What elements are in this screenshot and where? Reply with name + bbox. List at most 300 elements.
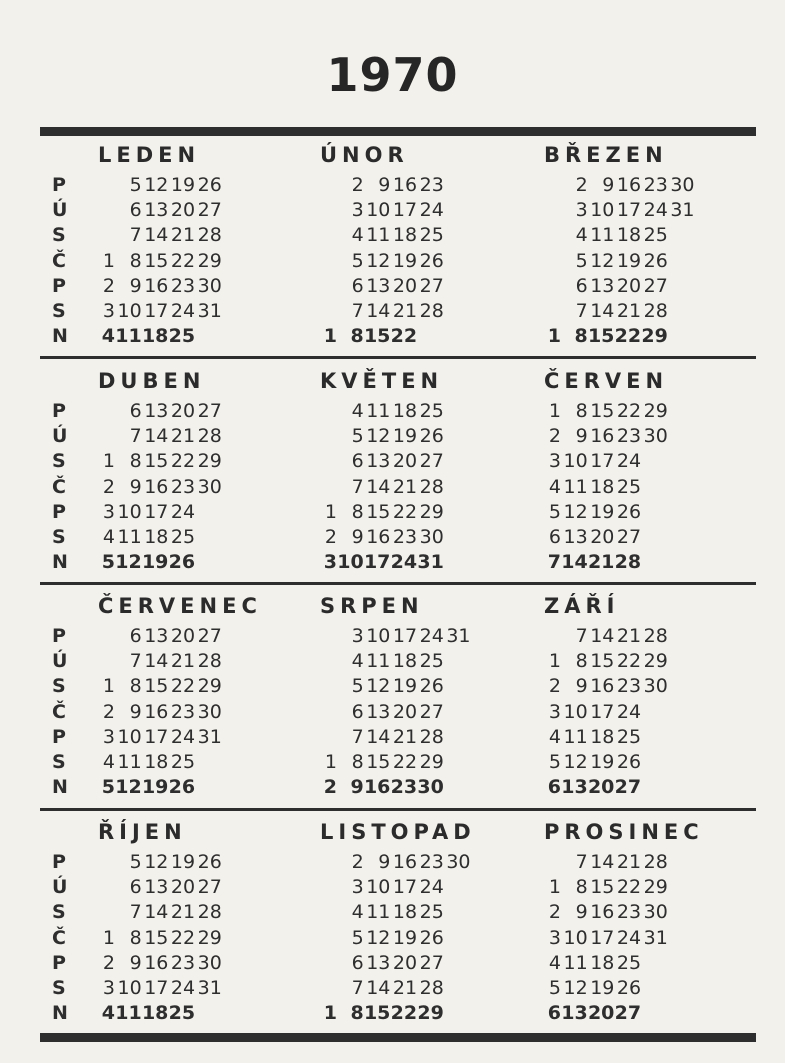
day-number: 11: [563, 725, 588, 748]
day-number: 31: [197, 976, 222, 999]
day-number: 9: [378, 851, 391, 873]
day-number: 17: [392, 199, 418, 222]
day-number: 1: [102, 926, 115, 949]
day-number: 8: [129, 926, 142, 949]
day-number: 10: [563, 926, 588, 949]
sunday-row: [531, 324, 721, 349]
weekday-letter: P: [52, 274, 66, 297]
day-number: 27: [614, 776, 642, 799]
month-title: DUBEN: [98, 369, 206, 393]
sunday-row: [531, 775, 721, 800]
weekday-row: [307, 449, 497, 474]
day-number: 15: [587, 325, 615, 348]
day-number: 3: [548, 926, 561, 949]
day-number: 12: [563, 750, 588, 773]
weekday-row: [85, 249, 275, 274]
day-number: 25: [616, 475, 642, 498]
day-number: 28: [643, 299, 668, 322]
weekday-column: [52, 624, 76, 800]
day-number: 2: [102, 475, 115, 498]
day-number: 26: [419, 926, 444, 949]
weekday-row: [85, 624, 275, 649]
day-number: 29: [641, 325, 668, 348]
month-title: ÚNOR: [320, 143, 409, 167]
weekday-row: [531, 198, 721, 223]
day-number: 20: [587, 776, 615, 799]
day-number: 12: [366, 926, 391, 949]
day-number: 19: [616, 249, 642, 272]
day-number: 16: [366, 525, 391, 548]
day-number: 18: [144, 750, 169, 773]
weekday-row: [307, 249, 497, 274]
day-number: 1: [548, 876, 561, 899]
month-title: ZÁŘÍ: [544, 594, 620, 618]
weekday-letter: Č: [52, 700, 66, 723]
day-number: 30: [446, 851, 471, 873]
day-number: 20: [392, 951, 418, 974]
day-number: 24: [616, 700, 642, 723]
weekday-letter: S: [52, 300, 66, 323]
day-number: 20: [170, 876, 196, 899]
day-number: 1: [102, 675, 115, 698]
day-number: 17: [590, 450, 615, 473]
day-number: 29: [419, 750, 444, 773]
weekday-row: [307, 624, 497, 649]
day-number: 23: [392, 525, 418, 548]
day-number: 7: [129, 901, 142, 924]
day-number: 20: [392, 450, 418, 473]
day-number: 31: [643, 926, 668, 949]
day-number: 11: [115, 325, 142, 348]
day-number: 30: [643, 901, 668, 924]
day-number: 5: [351, 249, 364, 272]
month-title: LISTOPAD: [320, 820, 476, 844]
weekday-letter: S: [52, 901, 66, 924]
day-number: 5: [548, 750, 561, 773]
day-number: 23: [616, 675, 642, 698]
day-number: 31: [446, 625, 471, 647]
day-number: 24: [390, 551, 418, 574]
month-grid: [85, 850, 275, 1026]
day-number: 25: [643, 224, 668, 247]
day-number: 17: [392, 625, 418, 647]
day-number: 28: [419, 475, 444, 498]
sunday-row: [307, 775, 497, 800]
weekday-row: [531, 750, 721, 775]
sunday-row: [85, 775, 275, 800]
day-number: 29: [197, 675, 222, 698]
sunday-row: [85, 1001, 275, 1026]
sunday-row: [531, 550, 721, 575]
day-number: 19: [590, 500, 615, 523]
day-number: 21: [616, 299, 642, 322]
day-number: 11: [366, 901, 391, 924]
day-number: 6: [548, 525, 561, 548]
weekday-row: [531, 649, 721, 674]
day-number: 10: [117, 500, 142, 523]
day-number: 22: [390, 325, 418, 348]
day-number: 3: [102, 976, 115, 999]
day-number: 16: [590, 425, 615, 448]
weekday-row: [531, 249, 721, 274]
day-number: 14: [144, 901, 169, 924]
weekday-row: [531, 424, 721, 449]
day-number: 30: [670, 174, 695, 196]
day-number: 30: [643, 425, 668, 448]
day-number: 10: [117, 976, 142, 999]
day-number: 1: [548, 400, 561, 422]
day-number: 28: [197, 650, 222, 673]
weekday-letter: P: [52, 951, 66, 974]
day-number: 4: [101, 1002, 115, 1025]
day-number: 15: [363, 325, 391, 348]
day-number: 10: [366, 199, 391, 222]
day-number: 27: [616, 525, 642, 548]
day-number: 19: [141, 551, 169, 574]
weekday-row: [531, 299, 721, 324]
weekday-letter: N: [52, 776, 68, 799]
day-number: 26: [419, 249, 444, 272]
day-number: 12: [590, 249, 615, 272]
weekday-letter: S: [52, 751, 66, 774]
weekday-row: [307, 299, 497, 324]
day-number: 1: [324, 750, 337, 773]
day-number: 30: [197, 951, 222, 974]
day-number: 11: [366, 400, 391, 422]
weekday-row: [307, 700, 497, 725]
day-number: 1: [102, 450, 115, 473]
weekday-row: [531, 875, 721, 900]
day-number: 19: [590, 750, 615, 773]
weekday-row: [85, 449, 275, 474]
day-number: 14: [144, 224, 169, 247]
day-number: 23: [419, 174, 444, 196]
day-number: 15: [144, 675, 169, 698]
day-number: 27: [197, 400, 222, 422]
day-number: 22: [170, 926, 196, 949]
day-number: 16: [144, 274, 169, 297]
day-number: 13: [366, 951, 391, 974]
day-number: 26: [616, 500, 642, 523]
day-number: 5: [129, 851, 142, 873]
weekday-row: [307, 424, 497, 449]
day-number: 2: [102, 951, 115, 974]
sunday-row: [307, 324, 497, 349]
month-grid: [307, 624, 497, 800]
day-number: 8: [350, 1002, 364, 1025]
day-number: 1: [547, 325, 561, 348]
day-number: 13: [144, 876, 169, 899]
weekday-row: [307, 173, 497, 198]
weekday-letter: S: [52, 450, 66, 473]
day-number: 19: [392, 425, 418, 448]
day-number: 4: [548, 475, 561, 498]
day-number: 14: [590, 851, 615, 873]
day-number: 2: [548, 901, 561, 924]
day-number: 18: [590, 475, 615, 498]
day-number: 3: [351, 625, 364, 647]
day-number: 17: [392, 876, 418, 899]
weekday-row: [85, 223, 275, 248]
day-number: 9: [575, 901, 588, 924]
day-number: 5: [575, 249, 588, 272]
day-number: 26: [168, 551, 196, 574]
day-number: 23: [643, 174, 668, 196]
month-title: KVĚTEN: [320, 369, 444, 393]
day-number: 6: [129, 625, 142, 647]
day-number: 21: [616, 851, 642, 873]
day-number: 7: [351, 475, 364, 498]
day-number: 18: [392, 224, 418, 247]
weekday-row: [307, 475, 497, 500]
day-number: 25: [170, 750, 196, 773]
day-number: 27: [419, 274, 444, 297]
day-number: 8: [350, 325, 364, 348]
weekday-letter: Č: [52, 926, 66, 949]
day-number: 2: [323, 776, 337, 799]
day-number: 25: [168, 1002, 196, 1025]
day-number: 8: [351, 750, 364, 773]
day-number: 29: [419, 500, 444, 523]
day-number: 10: [366, 876, 391, 899]
weekday-row: [85, 674, 275, 699]
day-number: 24: [643, 199, 668, 222]
month-grid: [531, 850, 721, 1026]
month-title: ŘÍJEN: [98, 820, 187, 844]
day-number: 17: [616, 199, 642, 222]
day-number: 9: [350, 776, 364, 799]
weekday-row: [307, 926, 497, 951]
weekday-letter: N: [52, 551, 68, 574]
day-number: 3: [351, 199, 364, 222]
day-number: 22: [170, 675, 196, 698]
day-number: 29: [417, 1002, 444, 1025]
day-number: 13: [563, 525, 588, 548]
day-number: 22: [616, 876, 642, 899]
day-number: 28: [643, 625, 668, 647]
weekday-row: [85, 500, 275, 525]
weekday-row: [307, 875, 497, 900]
day-number: 18: [590, 725, 615, 748]
day-number: 26: [419, 425, 444, 448]
day-number: 20: [616, 274, 642, 297]
day-number: 28: [197, 901, 222, 924]
day-number: 2: [102, 274, 115, 297]
day-number: 26: [616, 750, 642, 773]
day-number: 23: [170, 951, 196, 974]
day-number: 9: [351, 525, 364, 548]
weekday-row: [307, 900, 497, 925]
day-number: 20: [392, 700, 418, 723]
weekday-row: [85, 299, 275, 324]
day-number: 9: [575, 675, 588, 698]
weekday-row: [531, 674, 721, 699]
day-number: 20: [392, 274, 418, 297]
day-number: 11: [117, 525, 142, 548]
day-number: 24: [616, 926, 642, 949]
day-number: 23: [170, 475, 196, 498]
day-number: 10: [117, 725, 142, 748]
weekday-row: [531, 449, 721, 474]
weekday-row: [307, 750, 497, 775]
month-title: LEDEN: [98, 143, 201, 167]
day-number: 13: [144, 199, 169, 222]
day-number: 22: [170, 249, 196, 272]
day-number: 27: [419, 700, 444, 723]
weekday-row: [85, 951, 275, 976]
day-number: 18: [392, 400, 418, 422]
day-number: 8: [351, 500, 364, 523]
quarter-divider-3: [40, 808, 756, 811]
day-number: 30: [419, 525, 444, 548]
day-number: 9: [129, 951, 142, 974]
day-number: 8: [129, 450, 142, 473]
day-number: 28: [419, 299, 444, 322]
day-number: 18: [141, 325, 169, 348]
day-number: 18: [141, 1002, 169, 1025]
day-number: 24: [616, 450, 642, 473]
weekday-column: [52, 173, 76, 349]
day-number: 29: [197, 926, 222, 949]
day-number: 15: [366, 750, 391, 773]
day-number: 27: [419, 450, 444, 473]
day-number: 8: [575, 650, 588, 673]
day-number: 14: [366, 976, 391, 999]
weekday-row: [85, 725, 275, 750]
day-number: 18: [392, 901, 418, 924]
day-number: 9: [602, 174, 615, 196]
day-number: 21: [170, 901, 196, 924]
day-number: 11: [366, 650, 391, 673]
day-number: 20: [587, 1002, 615, 1025]
day-number: 2: [575, 174, 588, 196]
weekday-row: [531, 475, 721, 500]
weekday-row: [85, 875, 275, 900]
day-number: 25: [616, 725, 642, 748]
weekday-row: [85, 700, 275, 725]
day-number: 21: [170, 650, 196, 673]
day-number: 1: [324, 500, 337, 523]
weekday-row: [85, 900, 275, 925]
weekday-column: [52, 850, 76, 1026]
weekday-row: [531, 951, 721, 976]
day-number: 2: [548, 425, 561, 448]
weekday-letter: Č: [52, 475, 66, 498]
day-number: 3: [548, 450, 561, 473]
day-number: 7: [575, 851, 588, 873]
weekday-row: [307, 951, 497, 976]
day-number: 25: [419, 650, 444, 673]
weekday-row: [531, 725, 721, 750]
weekday-row: [531, 976, 721, 1001]
month-title: ČERVEN: [544, 369, 669, 393]
day-number: 17: [363, 551, 391, 574]
weekday-row: [85, 649, 275, 674]
day-number: 16: [392, 174, 418, 196]
day-number: 15: [144, 450, 169, 473]
weekday-row: [307, 399, 497, 424]
day-number: 7: [575, 625, 588, 647]
day-number: 6: [547, 776, 561, 799]
day-number: 16: [392, 851, 418, 873]
day-number: 16: [144, 951, 169, 974]
day-number: 20: [170, 199, 196, 222]
day-number: 16: [144, 475, 169, 498]
weekday-row: [307, 649, 497, 674]
day-number: 24: [419, 876, 444, 899]
top-rule: [40, 127, 756, 136]
day-number: 26: [168, 776, 196, 799]
day-number: 4: [351, 400, 364, 422]
day-number: 21: [170, 224, 196, 247]
day-number: 27: [614, 1002, 642, 1025]
day-number: 17: [590, 926, 615, 949]
day-number: 1: [323, 1002, 337, 1025]
day-number: 4: [102, 525, 115, 548]
month-title: SRPEN: [320, 594, 424, 618]
day-number: 26: [643, 249, 668, 272]
month-grid: [85, 173, 275, 349]
day-number: 21: [587, 551, 615, 574]
day-number: 12: [366, 425, 391, 448]
day-number: 8: [129, 249, 142, 272]
day-number: 2: [324, 525, 337, 548]
day-number: 17: [144, 299, 169, 322]
day-number: 3: [575, 199, 588, 222]
weekday-row: [85, 850, 275, 875]
day-number: 8: [129, 675, 142, 698]
day-number: 27: [197, 625, 222, 647]
day-number: 28: [197, 425, 222, 448]
day-number: 24: [170, 299, 196, 322]
month-title: PROSINEC: [544, 820, 704, 844]
day-number: 27: [643, 274, 668, 297]
day-number: 7: [351, 725, 364, 748]
day-number: 14: [144, 650, 169, 673]
day-number: 19: [141, 776, 169, 799]
day-number: 3: [323, 551, 337, 574]
day-number: 19: [392, 675, 418, 698]
day-number: 13: [366, 700, 391, 723]
day-number: 3: [102, 725, 115, 748]
day-number: 11: [563, 475, 588, 498]
day-number: 15: [590, 650, 615, 673]
day-number: 2: [548, 675, 561, 698]
weekday-row: [531, 926, 721, 951]
day-number: 14: [561, 551, 588, 574]
day-number: 4: [548, 725, 561, 748]
weekday-letter: Ú: [52, 425, 68, 448]
weekday-row: [85, 475, 275, 500]
day-number: 15: [363, 1002, 391, 1025]
weekday-letter: P: [52, 174, 66, 196]
day-number: 3: [102, 299, 115, 322]
weekday-row: [307, 500, 497, 525]
weekday-row: [85, 424, 275, 449]
day-number: 16: [363, 776, 391, 799]
day-number: 5: [351, 926, 364, 949]
day-number: 24: [170, 500, 196, 523]
day-number: 4: [351, 901, 364, 924]
weekday-row: [531, 850, 721, 875]
day-number: 12: [563, 500, 588, 523]
day-number: 12: [115, 551, 142, 574]
day-number: 9: [129, 475, 142, 498]
day-number: 4: [102, 750, 115, 773]
day-number: 5: [129, 174, 142, 196]
day-number: 4: [351, 224, 364, 247]
day-number: 1: [102, 249, 115, 272]
